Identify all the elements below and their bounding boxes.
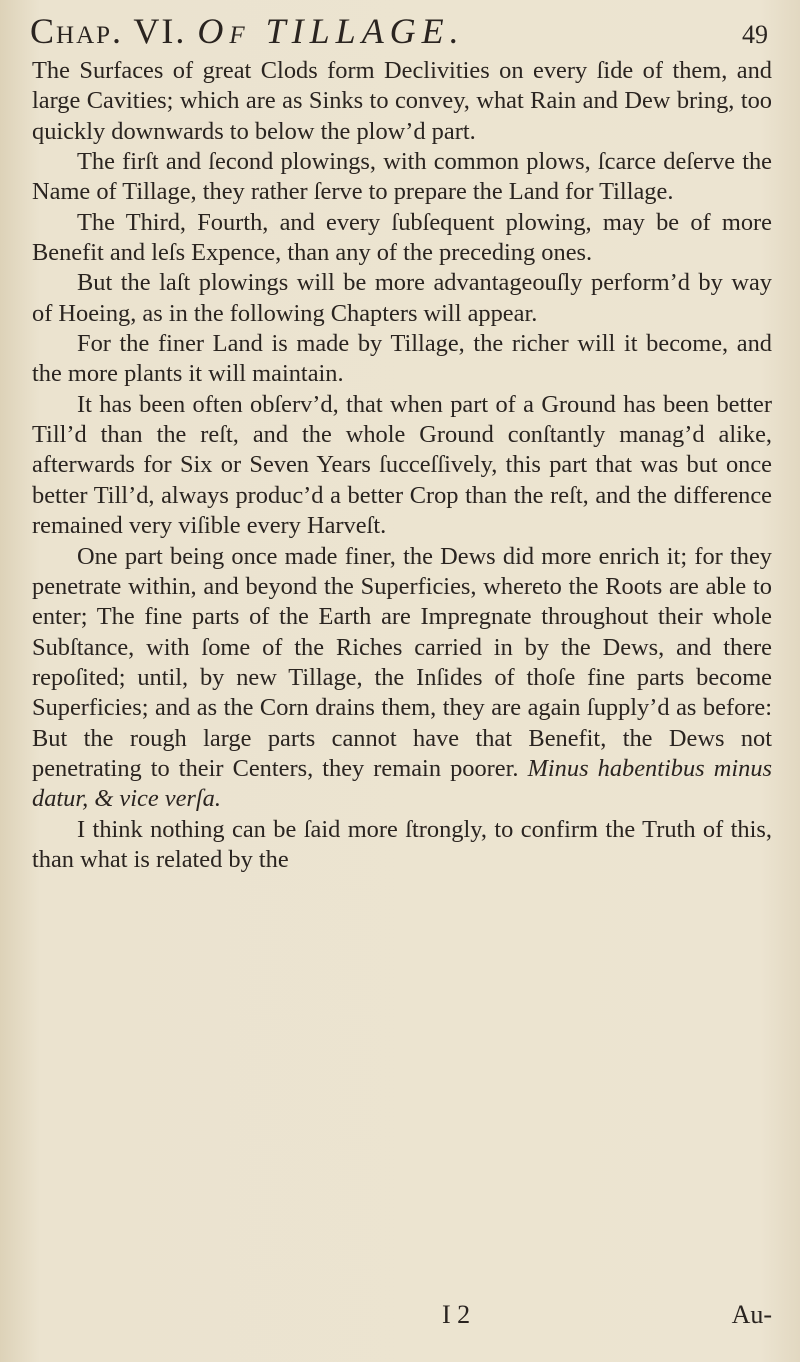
signature-mark: I 2: [442, 1300, 471, 1329]
chapter-label: Chap. VI.: [30, 11, 187, 51]
catchword: Au-: [731, 1300, 772, 1329]
paragraph-6: It has been often obſerv’d, that when part of a Ground has been better Till’d than the reſt, and the whole Ground conſtantly manag’d alike, afterwards for Six or Seven Years ſucceſſively, this part that was but once better Till’d, always produc’d a better Crop than the reſt, and the difference remained very viſible every Harveſt.: [32, 390, 772, 540]
chapter-title: Of TILLAGE.: [197, 11, 465, 51]
paragraph-4: But the laſt plowings will be more advantageouſly perform’d by way of Hoeing, as in the following Chapters will appear.: [32, 269, 772, 327]
page-number: 49: [742, 20, 768, 49]
paragraph-7: [32, 542, 772, 815]
body-text: [32, 56, 772, 875]
paragraph-8: I think nothing can be ſaid more ſtrongly, to confirm the Truth of this, than what is related by the: [32, 815, 772, 873]
latin-phrase: Minus habentibus minus datur, & vice verſa.: [32, 754, 772, 813]
paragraph-5: For the finer Land is made by Tillage, the richer will it become, and the more plants it will maintain.: [32, 330, 772, 388]
paragraph-2: The firſt and ſecond plowings, with common plows, ſcarce deſerve the Name of Tillage, they rather ſerve to prepare the Land for Tillage.: [32, 148, 772, 206]
running-head: [30, 10, 465, 52]
paragraph-7-text: One part being once made finer, the Dews did more enrich it; for they penetrate within, and beyond the Superficies, whereto the Roots are able to enter; The fine parts of the Earth are Impregnate throughout their whole Subſtance, with ſome of the Riches carried in by the Dews, and there repoſited; until, by new Tillage, the Inſides of thoſe fine parts become Superficies; and as the Corn drains them, they are again ſupply’d as before: But the rough large parts cannot have that Benefit, the Dews not penetrating to their Centers, they remain poorer.: [32, 542, 772, 782]
page-footer: [32, 1300, 772, 1340]
paragraph-3: The Third, Fourth, and every ſubſequent plowing, may be of more Benefit and leſs Expence, than any of the preceding ones.: [32, 208, 772, 267]
paragraph-1: The Surfaces of great Clods form Declivities on every ſide of them, and large Cavities; which are as Sinks to convey, what Rain and Dew bring, too quickly downwards to below the plow’d part.: [32, 57, 772, 145]
